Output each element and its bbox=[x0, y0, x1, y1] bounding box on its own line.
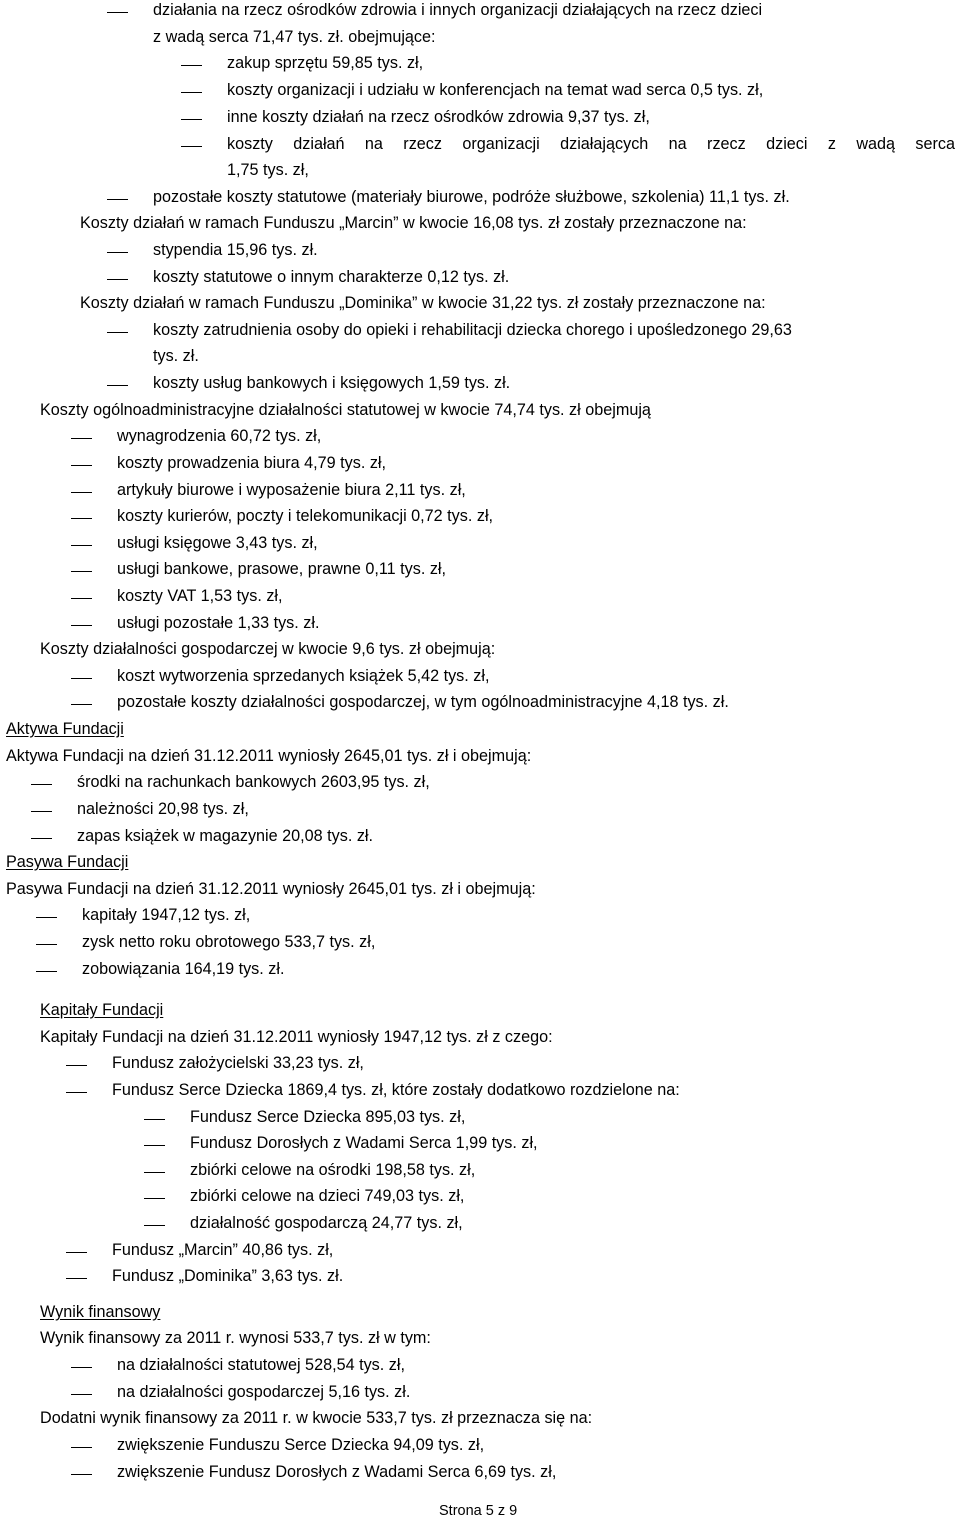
list-dash-icon bbox=[144, 1198, 165, 1199]
list-dash-icon bbox=[36, 944, 57, 945]
section-heading: Aktywa Fundacji bbox=[6, 720, 124, 738]
list-item: zbiórki celowe na ośrodki 198,58 tys. zł, bbox=[190, 1161, 476, 1179]
list-item: zbiórki celowe na dzieci 749,03 tys. zł, bbox=[190, 1187, 465, 1205]
list-item: usługi księgowe 3,43 tys. zł, bbox=[117, 534, 318, 552]
paragraph-line: Koszty działań w ramach Funduszu „Marcin” w kwocie 16,08 tys. zł zostały przeznaczone na: bbox=[80, 214, 747, 232]
section-heading: Kapitały Fundacji bbox=[40, 1001, 164, 1019]
list-item: Fundusz Serce Dziecka 1869,4 tys. zł, które zostały dodatkowo rozdzielone na: bbox=[112, 1081, 680, 1099]
list-dash-icon bbox=[144, 1145, 165, 1146]
paragraph-line: Koszty działań w ramach Funduszu „Dominika” w kwocie 31,22 tys. zł zostały przeznaczone na: bbox=[80, 294, 766, 312]
list-item: koszty VAT 1,53 tys. zł, bbox=[117, 587, 283, 605]
list-dash-icon bbox=[71, 1447, 92, 1448]
list-dash-icon bbox=[31, 838, 52, 839]
list-dash-icon bbox=[181, 119, 202, 120]
list-item: na działalności statutowej 528,54 tys. zł, bbox=[117, 1356, 405, 1374]
list-dash-icon bbox=[71, 678, 92, 679]
list-dash-icon bbox=[181, 146, 202, 147]
list-dash-icon bbox=[66, 1065, 87, 1066]
list-item: pozostałe koszty działalności gospodarczej, w tym ogólnoadministracyjne 4,18 tys. zł. bbox=[117, 693, 729, 711]
list-dash-icon bbox=[107, 332, 128, 333]
list-item: zwiększenie Fundusz Dorosłych z Wadami Serca 6,69 tys. zł, bbox=[117, 1463, 557, 1481]
list-dash-icon bbox=[107, 385, 128, 386]
list-dash-icon bbox=[66, 1092, 87, 1093]
list-dash-icon bbox=[31, 811, 52, 812]
list-item: zapas książek w magazynie 20,08 tys. zł. bbox=[77, 827, 374, 845]
list-item: zakup sprzętu 59,85 tys. zł, bbox=[227, 54, 424, 72]
list-item: koszty działań na rzecz organizacji działających na rzecz dzieci z wadą serca bbox=[227, 135, 955, 153]
list-item: stypendia 15,96 tys. zł. bbox=[153, 241, 318, 259]
list-item: Fundusz założycielski 33,23 tys. zł, bbox=[112, 1054, 364, 1072]
list-item: usługi bankowe, prasowe, prawne 0,11 tys. zł, bbox=[117, 560, 447, 578]
list-item: usługi pozostałe 1,33 tys. zł. bbox=[117, 614, 320, 632]
list-item: zwiększenie Funduszu Serce Dziecka 94,09 tys. zł, bbox=[117, 1436, 485, 1454]
list-item: działania na rzecz ośrodków zdrowia i innych organizacji działających na rzecz dzieci bbox=[153, 1, 763, 19]
paragraph-line: tys. zł. bbox=[153, 347, 199, 365]
paragraph-line: Dodatni wynik finansowy za 2011 r. w kwocie 533,7 tys. zł przeznacza się na: bbox=[40, 1409, 593, 1427]
section-heading: Pasywa Fundacji bbox=[6, 853, 129, 871]
paragraph-line: Koszty ogólnoadministracyjne działalności statutowej w kwocie 74,74 tys. zł obejmują bbox=[40, 401, 651, 419]
list-item: koszty prowadzenia biura 4,79 tys. zł, bbox=[117, 454, 387, 472]
list-item: koszty zatrudnienia osoby do opieki i rehabilitacji dziecka chorego i upośledzonego 29,63 bbox=[153, 321, 792, 339]
list-dash-icon bbox=[71, 492, 92, 493]
list-dash-icon bbox=[107, 279, 128, 280]
list-dash-icon bbox=[71, 1394, 92, 1395]
list-item: Fundusz „Dominika” 3,63 tys. zł. bbox=[112, 1267, 344, 1285]
list-dash-icon bbox=[66, 1252, 87, 1253]
list-item: wynagrodzenia 60,72 tys. zł, bbox=[117, 427, 322, 445]
paragraph-line: Koszty działalności gospodarczej w kwocie 9,6 tys. zł obejmują: bbox=[40, 640, 496, 658]
list-dash-icon bbox=[66, 1278, 87, 1279]
list-dash-icon bbox=[181, 65, 202, 66]
list-item: Fundusz Dorosłych z Wadami Serca 1,99 tys. zł, bbox=[190, 1134, 538, 1152]
page-number: Strona 5 z 9 bbox=[439, 1503, 518, 1519]
list-item: koszty usług bankowych i księgowych 1,59 tys. zł. bbox=[153, 374, 511, 392]
paragraph-line: Wynik finansowy za 2011 r. wynosi 533,7 tys. zł w tym: bbox=[40, 1329, 431, 1347]
list-dash-icon bbox=[36, 917, 57, 918]
list-dash-icon bbox=[181, 92, 202, 93]
paragraph-line: Pasywa Fundacji na dzień 31.12.2011 wyniosły 2645,01 tys. zł i obejmują: bbox=[6, 880, 536, 898]
list-item: zysk netto roku obrotowego 533,7 tys. zł, bbox=[82, 933, 376, 951]
list-item: kapitały 1947,12 tys. zł, bbox=[82, 906, 251, 924]
list-dash-icon bbox=[107, 199, 128, 200]
list-dash-icon bbox=[71, 704, 92, 705]
list-item: działalność gospodarczą 24,77 tys. zł, bbox=[190, 1214, 463, 1232]
list-dash-icon bbox=[71, 1474, 92, 1475]
list-dash-icon bbox=[31, 784, 52, 785]
list-item: środki na rachunkach bankowych 2603,95 tys. zł, bbox=[77, 773, 430, 791]
list-dash-icon bbox=[71, 545, 92, 546]
paragraph-line: 1,75 tys. zł, bbox=[227, 161, 309, 179]
list-dash-icon bbox=[107, 252, 128, 253]
list-item: na działalności gospodarczej 5,16 tys. zł. bbox=[117, 1383, 411, 1401]
list-dash-icon bbox=[71, 571, 92, 572]
list-dash-icon bbox=[36, 971, 57, 972]
list-item: Fundusz Serce Dziecka 895,03 tys. zł, bbox=[190, 1108, 466, 1126]
list-dash-icon bbox=[71, 1367, 92, 1368]
paragraph-line: Kapitały Fundacji na dzień 31.12.2011 wyniosły 1947,12 tys. zł z czego: bbox=[40, 1028, 553, 1046]
list-dash-icon bbox=[71, 598, 92, 599]
list-item: inne koszty działań na rzecz ośrodków zdrowia 9,37 tys. zł, bbox=[227, 108, 650, 126]
list-item: koszty kurierów, poczty i telekomunikacji 0,72 tys. zł, bbox=[117, 507, 494, 525]
list-item: koszty statutowe o innym charakterze 0,12 tys. zł. bbox=[153, 268, 510, 286]
list-dash-icon bbox=[107, 12, 128, 13]
paragraph-line: Aktywa Fundacji na dzień 31.12.2011 wyniosły 2645,01 tys. zł i obejmują: bbox=[6, 747, 532, 765]
list-dash-icon bbox=[144, 1119, 165, 1120]
paragraph-line: z wadą serca 71,47 tys. zł. obejmujące: bbox=[153, 28, 436, 46]
list-item: koszt wytworzenia sprzedanych książek 5,42 tys. zł, bbox=[117, 667, 490, 685]
list-dash-icon bbox=[71, 438, 92, 439]
section-heading: Wynik finansowy bbox=[40, 1303, 161, 1321]
list-item: należności 20,98 tys. zł, bbox=[77, 800, 249, 818]
list-dash-icon bbox=[71, 465, 92, 466]
list-item: Fundusz „Marcin” 40,86 tys. zł, bbox=[112, 1241, 334, 1259]
list-item: pozostałe koszty statutowe (materiały biurowe, podróże służbowe, szkolenia) 11,1 tys. zł. bbox=[153, 188, 790, 206]
list-item: koszty organizacji i udziału w konferencjach na temat wad serca 0,5 tys. zł, bbox=[227, 81, 764, 99]
list-item: zobowiązania 164,19 tys. zł. bbox=[82, 960, 285, 978]
list-dash-icon bbox=[144, 1172, 165, 1173]
list-item: artykuły biurowe i wyposażenie biura 2,11 tys. zł, bbox=[117, 481, 466, 499]
list-dash-icon bbox=[71, 518, 92, 519]
list-dash-icon bbox=[71, 625, 92, 626]
list-dash-icon bbox=[144, 1225, 165, 1226]
